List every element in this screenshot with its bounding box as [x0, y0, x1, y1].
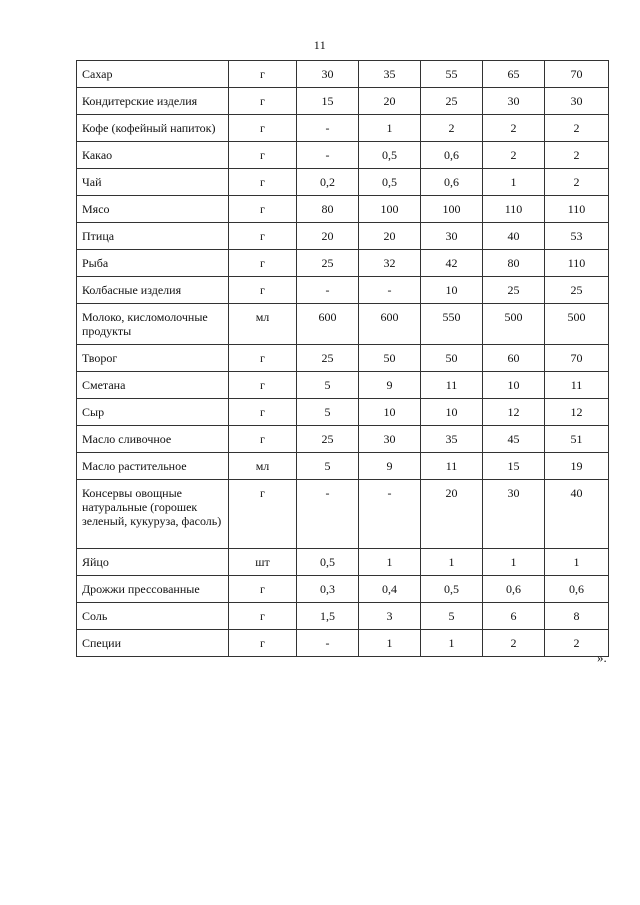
value-cell: 5 [297, 372, 359, 399]
product-name-cell: Рыба [77, 250, 229, 277]
table-row [77, 603, 609, 630]
value-cell: 11 [545, 372, 609, 399]
value-cell: 0,5 [297, 549, 359, 576]
value-cell: 100 [421, 196, 483, 223]
value-cell: 25 [297, 250, 359, 277]
value-cell: - [297, 480, 359, 549]
value-cell: 0,6 [483, 576, 545, 603]
value-cell: 1 [483, 549, 545, 576]
unit-cell: г [229, 630, 297, 657]
table-row [77, 630, 609, 657]
value-cell: 20 [421, 480, 483, 549]
value-cell: 35 [359, 61, 421, 88]
table-row [77, 345, 609, 372]
value-cell: 10 [359, 399, 421, 426]
value-cell: 20 [297, 223, 359, 250]
value-cell: 10 [483, 372, 545, 399]
value-cell: 0,5 [421, 576, 483, 603]
table-row [77, 304, 609, 345]
unit-cell: г [229, 480, 297, 549]
value-cell: - [359, 480, 421, 549]
value-cell: 8 [545, 603, 609, 630]
value-cell: 30 [483, 480, 545, 549]
table-row [77, 399, 609, 426]
product-name-cell: Творог [77, 345, 229, 372]
value-cell: 5 [421, 603, 483, 630]
value-cell: 25 [483, 277, 545, 304]
value-cell: 1,5 [297, 603, 359, 630]
value-cell: 2 [545, 115, 609, 142]
value-cell: 0,4 [359, 576, 421, 603]
unit-cell: г [229, 223, 297, 250]
table-row [77, 88, 609, 115]
value-cell: - [359, 277, 421, 304]
value-cell: 25 [297, 426, 359, 453]
product-name-cell: Консервы овощные натуральные (горошек зеленый, кукуруза, фасоль) [77, 480, 229, 549]
unit-cell: г [229, 115, 297, 142]
value-cell: 600 [359, 304, 421, 345]
value-cell: 600 [297, 304, 359, 345]
value-cell: 30 [421, 223, 483, 250]
value-cell: 0,3 [297, 576, 359, 603]
unit-cell: г [229, 250, 297, 277]
table-row [77, 372, 609, 399]
value-cell: 30 [483, 88, 545, 115]
value-cell: 12 [483, 399, 545, 426]
product-name-cell: Молоко, кисломолочные продукты [77, 304, 229, 345]
table-row [77, 223, 609, 250]
value-cell: 1 [421, 549, 483, 576]
product-name-cell: Кондитерские изделия [77, 88, 229, 115]
value-cell: 80 [297, 196, 359, 223]
value-cell: 51 [545, 426, 609, 453]
value-cell: 25 [421, 88, 483, 115]
product-name-cell: Мясо [77, 196, 229, 223]
unit-cell: мл [229, 453, 297, 480]
value-cell: 5 [297, 453, 359, 480]
value-cell: 2 [483, 115, 545, 142]
table-row [77, 576, 609, 603]
unit-cell: г [229, 169, 297, 196]
value-cell: 500 [545, 304, 609, 345]
value-cell: 1 [545, 549, 609, 576]
value-cell: 30 [359, 426, 421, 453]
product-name-cell: Яйцо [77, 549, 229, 576]
unit-cell: г [229, 426, 297, 453]
value-cell: 55 [421, 61, 483, 88]
value-cell: 80 [483, 250, 545, 277]
product-name-cell: Сметана [77, 372, 229, 399]
value-cell: 0,2 [297, 169, 359, 196]
value-cell: 19 [545, 453, 609, 480]
value-cell: 0,5 [359, 169, 421, 196]
value-cell: 1 [421, 630, 483, 657]
value-cell: 5 [297, 399, 359, 426]
value-cell: 15 [297, 88, 359, 115]
value-cell: 0,6 [421, 169, 483, 196]
value-cell: 1 [359, 630, 421, 657]
unit-cell: г [229, 576, 297, 603]
value-cell: - [297, 277, 359, 304]
value-cell: 110 [545, 250, 609, 277]
unit-cell: г [229, 142, 297, 169]
value-cell: 2 [421, 115, 483, 142]
value-cell: 1 [359, 549, 421, 576]
value-cell: 70 [545, 345, 609, 372]
value-cell: 70 [545, 61, 609, 88]
product-name-cell: Масло растительное [77, 453, 229, 480]
product-name-cell: Какао [77, 142, 229, 169]
value-cell: 25 [297, 345, 359, 372]
unit-cell: г [229, 88, 297, 115]
product-name-cell: Сахар [77, 61, 229, 88]
table-body [77, 61, 609, 657]
value-cell: 1 [483, 169, 545, 196]
unit-cell: г [229, 61, 297, 88]
value-cell: 30 [297, 61, 359, 88]
value-cell: 20 [359, 223, 421, 250]
value-cell: 500 [483, 304, 545, 345]
value-cell: 0,5 [359, 142, 421, 169]
value-cell: 550 [421, 304, 483, 345]
value-cell: 12 [545, 399, 609, 426]
value-cell: 10 [421, 277, 483, 304]
table-row [77, 196, 609, 223]
value-cell: 6 [483, 603, 545, 630]
value-cell: 2 [545, 142, 609, 169]
value-cell: 40 [483, 223, 545, 250]
value-cell: 2 [483, 142, 545, 169]
unit-cell: шт [229, 549, 297, 576]
value-cell: 0,6 [421, 142, 483, 169]
table-row [77, 250, 609, 277]
value-cell: 11 [421, 372, 483, 399]
product-name-cell: Чай [77, 169, 229, 196]
unit-cell: мл [229, 304, 297, 345]
table-row [77, 142, 609, 169]
value-cell: 20 [359, 88, 421, 115]
value-cell: 40 [545, 480, 609, 549]
value-cell: 11 [421, 453, 483, 480]
value-cell: - [297, 115, 359, 142]
value-cell: 60 [483, 345, 545, 372]
product-name-cell: Соль [77, 603, 229, 630]
value-cell: - [297, 142, 359, 169]
value-cell: 35 [421, 426, 483, 453]
value-cell: 42 [421, 250, 483, 277]
page-number: 11 [313, 38, 327, 52]
table-row [77, 426, 609, 453]
value-cell: 50 [359, 345, 421, 372]
value-cell: 9 [359, 372, 421, 399]
product-name-cell: Дрожжи прессованные [77, 576, 229, 603]
value-cell: 100 [359, 196, 421, 223]
value-cell: 10 [421, 399, 483, 426]
table-row [77, 169, 609, 196]
value-cell: 2 [483, 630, 545, 657]
value-cell: 32 [359, 250, 421, 277]
value-cell: 0,6 [545, 576, 609, 603]
product-name-cell: Колбасные изделия [77, 277, 229, 304]
product-name-cell: Кофе (кофейный напиток) [77, 115, 229, 142]
value-cell: 110 [483, 196, 545, 223]
table-row [77, 549, 609, 576]
value-cell: 9 [359, 453, 421, 480]
value-cell: 50 [421, 345, 483, 372]
value-cell: 45 [483, 426, 545, 453]
table-row [77, 277, 609, 304]
unit-cell: г [229, 196, 297, 223]
unit-cell: г [229, 399, 297, 426]
value-cell: 1 [359, 115, 421, 142]
product-name-cell: Птица [77, 223, 229, 250]
value-cell: 65 [483, 61, 545, 88]
table-row [77, 480, 609, 549]
unit-cell: г [229, 603, 297, 630]
unit-cell: г [229, 372, 297, 399]
value-cell: 2 [545, 630, 609, 657]
value-cell: 110 [545, 196, 609, 223]
table-row [77, 453, 609, 480]
table-row [77, 115, 609, 142]
unit-cell: г [229, 345, 297, 372]
product-name-cell: Масло сливочное [77, 426, 229, 453]
table-row [77, 61, 609, 88]
product-name-cell: Специи [77, 630, 229, 657]
unit-cell: г [229, 277, 297, 304]
value-cell: 30 [545, 88, 609, 115]
value-cell: 3 [359, 603, 421, 630]
value-cell: 53 [545, 223, 609, 250]
product-name-cell: Сыр [77, 399, 229, 426]
value-cell: 25 [545, 277, 609, 304]
closing-quote-mark: ». [597, 650, 607, 665]
value-cell: 2 [545, 169, 609, 196]
value-cell: - [297, 630, 359, 657]
value-cell: 15 [483, 453, 545, 480]
food-norms-table [76, 60, 609, 657]
